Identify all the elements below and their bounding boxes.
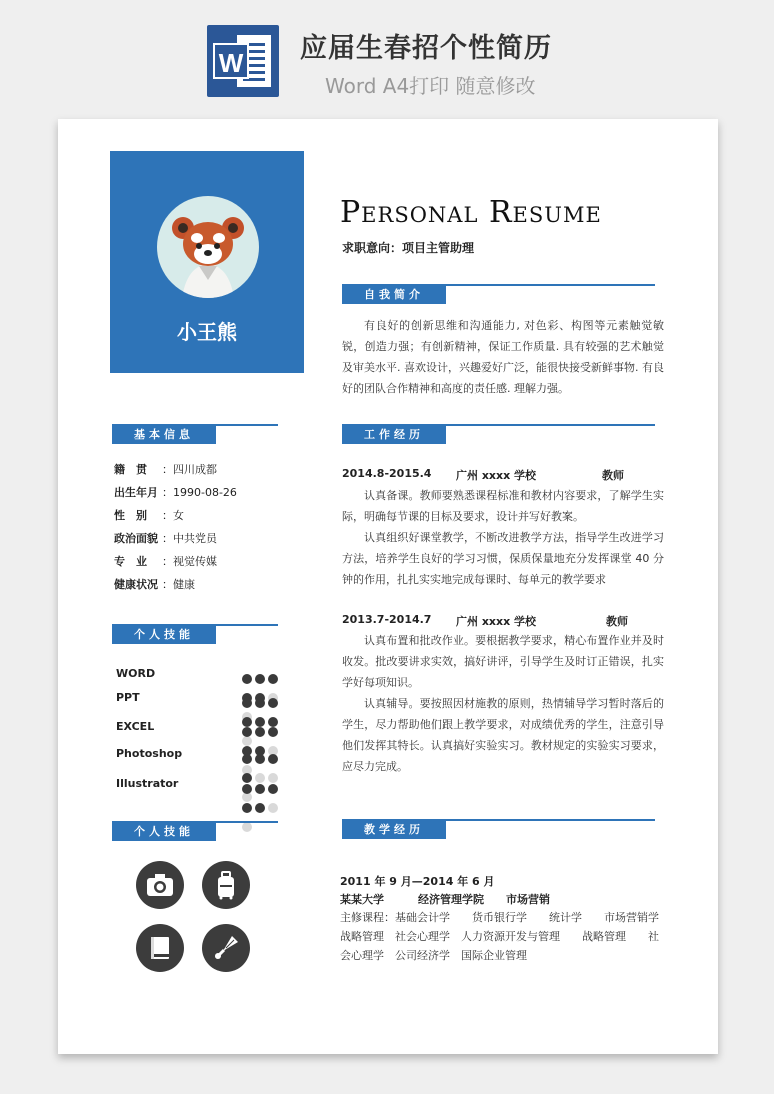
job-role: 教师 xyxy=(606,615,628,628)
skill-row xyxy=(116,720,286,734)
section-intro xyxy=(342,284,655,306)
edu-courses: 会心理学 公司经济学 国际企业管理 xyxy=(340,949,527,962)
skill-dot xyxy=(255,754,265,764)
info-row: 籍 贯 ：四川成都 xyxy=(114,463,217,476)
section-skills xyxy=(112,624,278,646)
edu-courses: 战略管理 社会心理学 人力资源开发与管理 战略管理 社 xyxy=(340,930,659,943)
profile-card xyxy=(110,151,304,373)
skill-dot xyxy=(255,803,265,813)
skill-dot xyxy=(268,803,278,813)
word-logo xyxy=(207,25,279,97)
skill-name: Illustrator xyxy=(116,777,179,790)
skill-dot xyxy=(255,698,265,708)
edu-major: 市场营销 xyxy=(506,893,550,906)
section-title: 个人技能 xyxy=(112,626,216,644)
skill-dot xyxy=(242,727,252,737)
skill-name: WORD xyxy=(116,667,156,680)
job-desc: 认真辅导。要按照因材施教的原则，热情辅导学习暂时落后的学生，尽力帮助他们跟上教学要求，对成绩优秀的学生，注意引导他们发挥其特长。认真搞好实验实习。教材规定的实验实习要求，应尽力完成。 xyxy=(342,697,664,773)
edu-period: 2011 年 9 月—2014 年 6 月 xyxy=(340,875,495,888)
badminton-icon xyxy=(202,924,250,972)
job-desc: 认真布置和批改作业。要根据教学要求，精心布置作业并及时收发。批改要讲求实效，搞好讲评，引导学生及时订正错误，扎实学好每项知识。 xyxy=(342,634,664,689)
skill-dot xyxy=(255,784,265,794)
job-org: 广州 xxxx 学校 xyxy=(456,469,537,482)
skill-dot xyxy=(242,698,252,708)
info-row: 专 业 ：视觉传媒 xyxy=(114,555,217,568)
skill-dot xyxy=(255,674,265,684)
skill-dot xyxy=(242,754,252,764)
section-title: 教学经历 xyxy=(342,821,446,839)
camera-icon xyxy=(136,861,184,909)
job-period: 2014.8-2015.4 xyxy=(342,467,432,480)
section-title: 工作经历 xyxy=(342,426,446,444)
section-hobbies xyxy=(112,821,278,843)
skill-name: EXCEL xyxy=(116,720,155,733)
section-education xyxy=(342,819,655,841)
skill-dot xyxy=(268,754,278,764)
skill-row xyxy=(116,691,286,705)
skill-dot xyxy=(242,784,252,794)
resume-page xyxy=(58,119,718,1054)
edu-courses: 主修课程：基础会计学 货币银行学 统计学 市场营销学 xyxy=(340,911,659,924)
luggage-icon xyxy=(202,861,250,909)
section-title: 个人技能 xyxy=(112,823,216,841)
resume-title: Personal Resume xyxy=(340,195,602,230)
intro-text: 有良好的创新思维和沟通能力, 对色彩、构图等元素触觉敏锐，创造力强；有创新精神，保证工作质量. 具有较强的艺术触觉及审美水平. 喜欢设计，兴趣爱好广泛，能很快接受新鲜事物. 有良好的团队合作精神和高度的责任感. 理解力强。 xyxy=(342,319,664,395)
skill-dot xyxy=(242,803,252,813)
edu-school: 某某大学 xyxy=(340,893,384,906)
skill-name: Photoshop xyxy=(116,747,183,760)
job-org: 广州 xxxx 学校 xyxy=(456,615,537,628)
info-row: 出生年月 ：1990-08-26 xyxy=(114,486,237,499)
word-letter: W xyxy=(213,43,249,79)
skill-dot xyxy=(268,698,278,708)
avatar xyxy=(157,196,259,298)
skill-dot xyxy=(255,727,265,737)
job-intent: 求职意向：项目主管助理 xyxy=(342,241,475,255)
page-title: 应届生春招个性简历 xyxy=(300,33,552,64)
job-role: 教师 xyxy=(602,469,624,482)
job-desc: 认真备课。教师要熟悉课程标准和教材内容要求，了解学生实际，明确每节课的目标及要求，设计并写好教案。 xyxy=(342,489,664,523)
skill-row xyxy=(116,747,286,761)
edu-college: 经济管理学院 xyxy=(418,893,484,906)
job-period: 2013.7-2014.7 xyxy=(342,613,432,626)
skill-dot xyxy=(268,674,278,684)
section-basic-info xyxy=(112,424,278,446)
section-title: 基本信息 xyxy=(112,426,216,444)
skill-name: PPT xyxy=(116,691,140,704)
book-icon xyxy=(136,924,184,972)
info-row: 性 别 ：女 xyxy=(114,509,184,522)
skill-dot xyxy=(268,784,278,794)
job-desc: 认真组织好课堂教学，不断改进教学方法，指导学生改进学习方法，培养学生良好的学习习惯，保质保量地充分发挥课堂 40 分钟的作用，扎扎实实地完成每课时、每单元的教学要求 xyxy=(342,531,664,586)
info-row: 政治面貌 ：中共党员 xyxy=(114,532,217,545)
skill-row xyxy=(116,777,286,791)
page-subtitle: Word A4打印 随意修改 xyxy=(325,74,536,98)
skill-row xyxy=(116,667,286,681)
red-panda-icon xyxy=(157,196,259,298)
skill-dot xyxy=(268,727,278,737)
info-row: 健康状况 ：健康 xyxy=(114,578,195,591)
person-name: 小王熊 xyxy=(177,320,237,344)
skill-dot xyxy=(242,674,252,684)
section-work xyxy=(342,424,655,446)
section-title: 自我简介 xyxy=(342,286,446,304)
